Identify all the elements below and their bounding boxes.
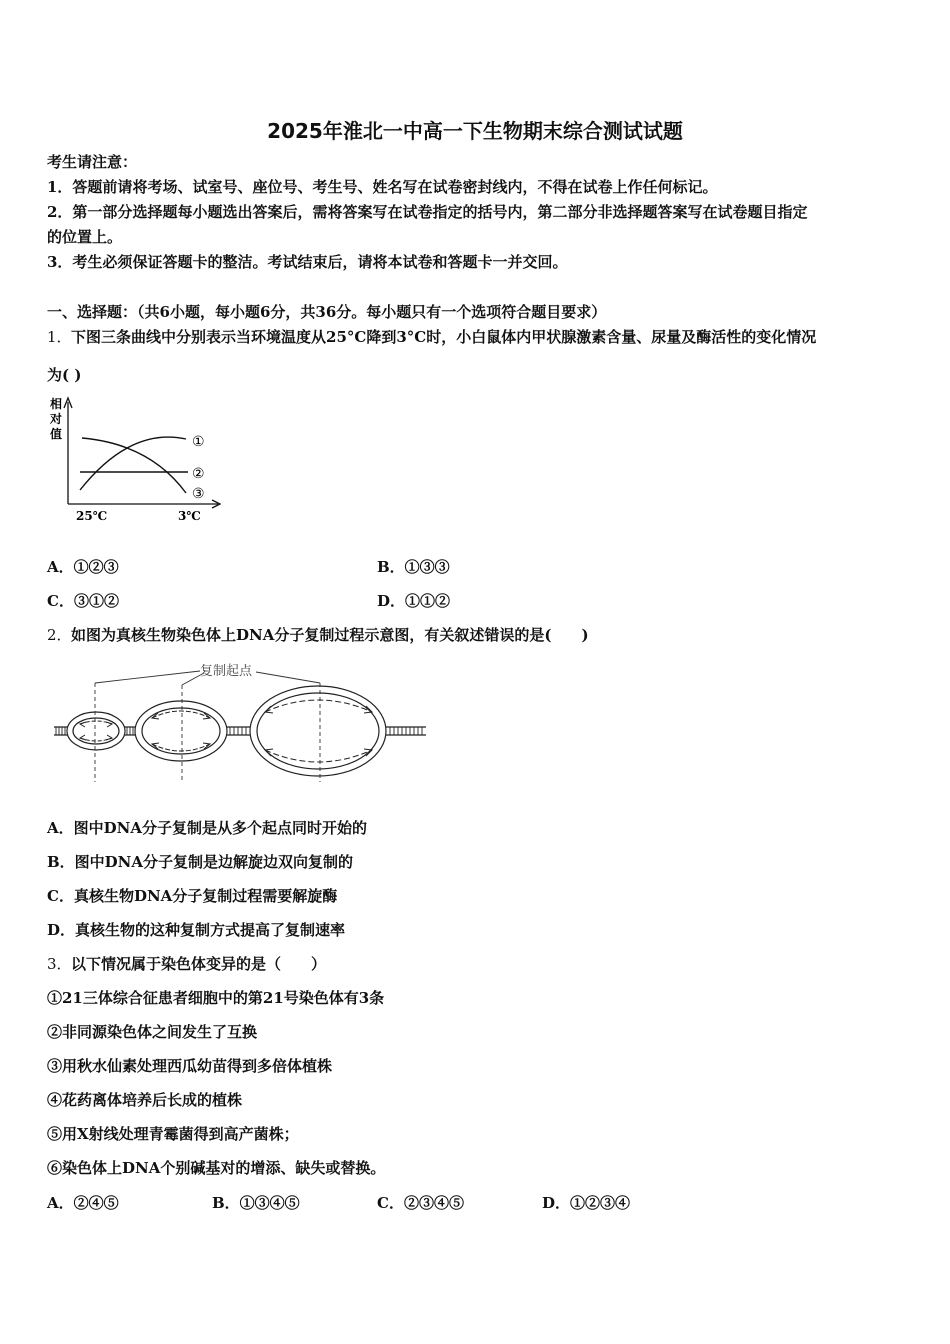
curve-label-3: ③ [192, 486, 205, 502]
curve-3 [82, 438, 186, 493]
question-1-stem: 下图三条曲线中分别表示当环境温度从25°C降到3°C时，小白鼠体内甲状腺激素含量、尿量及酶活性的变化情况 [71, 328, 817, 346]
question-3-item-6: ⑥染色体上DNA个别碱基对的增添、缺失或替换。 [47, 1159, 386, 1177]
curve-label-2: ② [192, 466, 205, 482]
question-1-number: 1． [47, 328, 72, 346]
question-3-item-2: ②非同源染色体之间发生了互换 [47, 1023, 258, 1041]
question-3-option-d: D．①②③④ [542, 1194, 631, 1212]
question-3-item-4: ④花药离体培养后长成的植株 [47, 1091, 243, 1109]
question-2-dna-replication-figure [50, 660, 430, 790]
x-label-end: 3℃ [178, 509, 201, 523]
page-title: 2025年淮北一中高一下生物期末综合测试试题 [267, 119, 683, 143]
figure-ylabel-2: 对 [50, 412, 63, 426]
question-1-curve-figure [40, 392, 240, 527]
figure-ylabel-1: 相 [50, 397, 63, 411]
curve-label-1: ① [192, 434, 205, 450]
notice-item-1: 1．答题前请将考场、试室号、座位号、考生号、姓名写在试卷密封线内，不得在试卷上作任何标记。 [47, 178, 718, 196]
question-2-option-b: B．图中DNA分子复制是边解旋边双向复制的 [47, 853, 354, 871]
question-1-option-b: B．①③③ [377, 558, 450, 576]
question-2-option-a: A．图中DNA分子复制是从多个起点同时开始的 [47, 819, 367, 837]
notice-item-3: 3．考生必须保证答题卡的整洁。考试结束后，请将本试卷和答题卡一并交回。 [47, 253, 568, 271]
notice-item-2-cont: 的位置上。 [47, 228, 123, 246]
question-3-option-b: B．①③④⑤ [212, 1194, 300, 1212]
question-1-option-a: A．①②③ [47, 558, 119, 576]
question-2-number: 2． [47, 626, 72, 644]
notice-item-2: 2．第一部分选择题每小题选出答案后，需将答案写在试卷指定的括号内，第二部分非选择题答案写在试卷题目指定 [47, 203, 808, 221]
section-heading: 一、选择题：（共6小题，每小题6分，共36分。每小题只有一个选项符合题目要求） [47, 303, 607, 321]
question-1-option-d: D．①①② [377, 592, 451, 610]
figure-ylabel-3: 值 [50, 427, 63, 441]
notice-heading: 考生请注意： [47, 153, 138, 171]
question-3-item-1: ①21三体综合征患者细胞中的第21号染色体有3条 [47, 989, 385, 1007]
question-1-option-c: C．③①② [47, 592, 119, 610]
question-3-stem: 以下情况属于染色体变异的是（ ） [71, 955, 327, 973]
question-3-number: 3． [47, 955, 72, 973]
question-2-option-c: C．真核生物DNA分子复制过程需要解旋酶 [47, 887, 338, 905]
question-3-option-a: A．②④⑤ [47, 1194, 119, 1212]
question-2-stem: 如图为真核生物染色体上DNA分子复制过程示意图，有关叙述错误的是( ) [71, 626, 589, 644]
question-1-stem-cont: 为( ) [47, 366, 82, 384]
origin-label: 复制起点 [200, 664, 253, 679]
question-3-option-c: C．②③④⑤ [377, 1194, 464, 1212]
question-3-item-3: ③用秋水仙素处理西瓜幼苗得到多倍体植株 [47, 1057, 333, 1075]
question-3-item-5: ⑤用X射线处理青霉菌得到高产菌株； [47, 1125, 299, 1143]
question-2-option-d: D．真核生物的这种复制方式提高了复制速率 [47, 921, 346, 939]
curve-1 [80, 437, 186, 490]
x-label-start: 25℃ [76, 509, 108, 523]
